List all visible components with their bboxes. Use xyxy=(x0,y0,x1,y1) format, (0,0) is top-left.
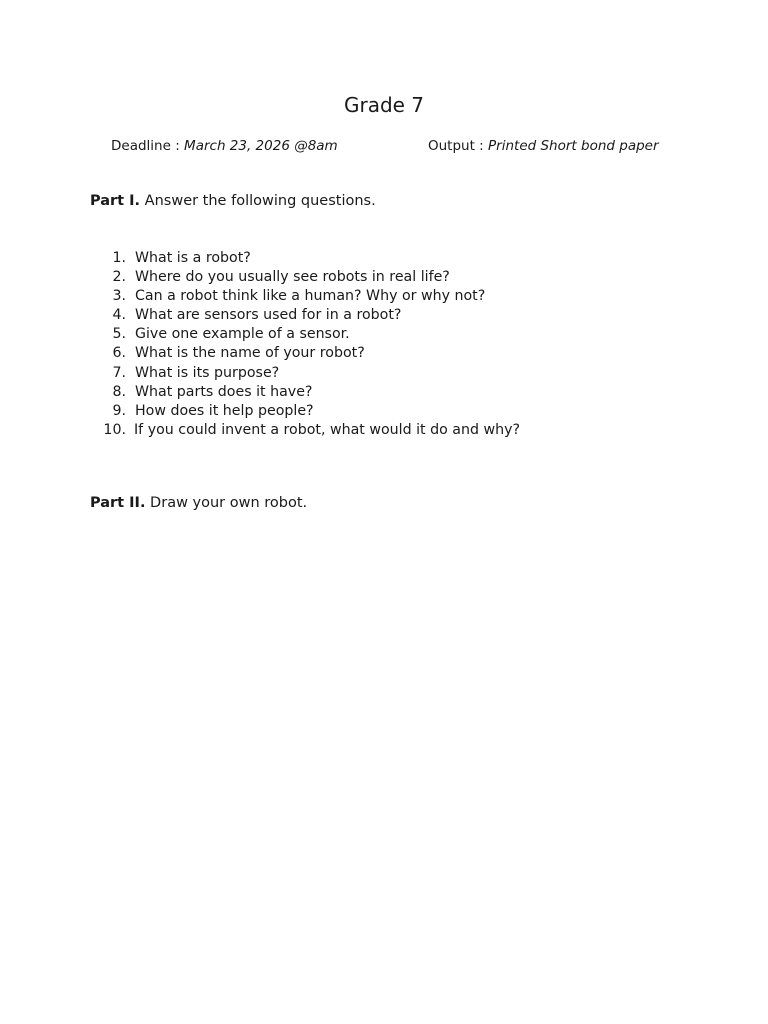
part-one-instruction: Answer the following questions. xyxy=(140,193,376,209)
question-text: What is a robot? xyxy=(135,250,251,266)
question-number: 10. xyxy=(103,421,126,438)
question-text: If you could invent a robot, what would it do and why? xyxy=(134,421,521,438)
question-text: What is its purpose? xyxy=(135,364,280,381)
part-one-heading xyxy=(90,193,376,209)
output-value: Printed Short bond paper xyxy=(488,138,659,154)
question-number: 8. xyxy=(112,383,126,400)
question-number: 1. xyxy=(112,250,126,266)
question-number: 9. xyxy=(112,402,126,419)
deadline-line xyxy=(111,138,338,154)
question-number: 5. xyxy=(112,326,126,343)
question-number: 4. xyxy=(112,307,126,324)
part-two-heading xyxy=(90,495,307,511)
question-text: Give one example of a sensor. xyxy=(135,326,350,343)
deadline-label: Deadline : xyxy=(111,138,185,154)
part-two-instruction: Draw your own robot. xyxy=(145,495,308,511)
question-number: 7. xyxy=(112,364,126,381)
output-label: Output : xyxy=(428,138,489,154)
question-text: How does it help people? xyxy=(135,402,314,419)
part-one-label: Part I. xyxy=(90,193,141,209)
question-number: 3. xyxy=(112,288,126,305)
question-number: 6. xyxy=(112,345,126,362)
output-line xyxy=(428,138,659,154)
question-text: What parts does it have? xyxy=(135,383,313,400)
question-text: Can a robot think like a human? Why or why not? xyxy=(135,288,486,305)
question-text: What is the name of your robot? xyxy=(135,345,365,362)
part-two-label: Part II. xyxy=(90,495,146,511)
page-title: Grade 7 xyxy=(343,93,425,117)
question-text: Where do you usually see robots in real life? xyxy=(135,269,450,286)
question-number: 2. xyxy=(112,269,126,286)
deadline-value: March 23, 2026 @8am xyxy=(184,138,338,154)
question-text: What are sensors used for in a robot? xyxy=(135,307,402,324)
